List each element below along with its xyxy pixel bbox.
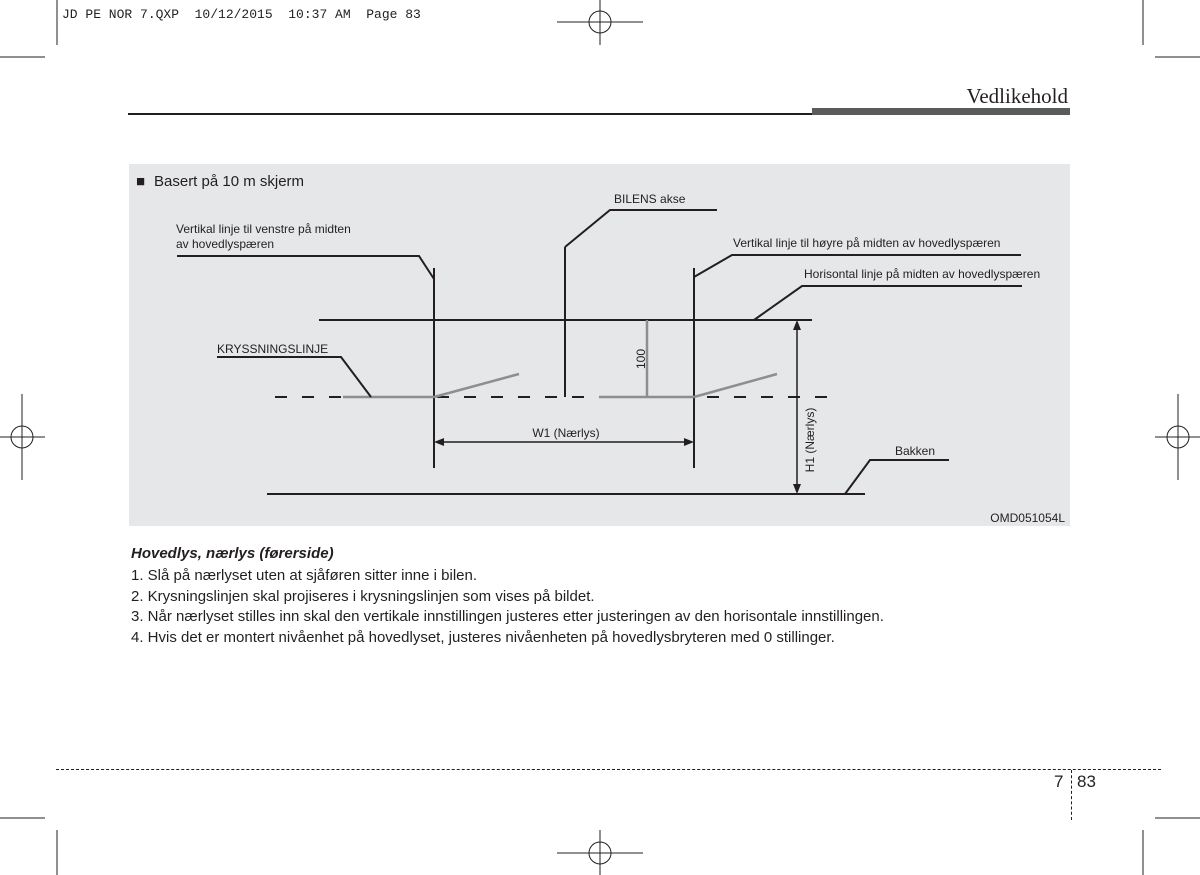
label-left-vertical-2: av hovedlyspæren: [176, 237, 275, 251]
leader-vehicle-axis: [565, 210, 717, 247]
headlight-aiming-diagram: [129, 164, 1070, 526]
diagram-heading-bullet: ■: [136, 173, 146, 190]
figure-code: OMD051054L: [990, 511, 1065, 525]
footer-dashed-divider: [1071, 770, 1072, 820]
chapter-number: 7: [1054, 772, 1064, 791]
step-item: 1. Slå på nærlyset uten at sjåføren sitter inne i bilen.: [131, 567, 478, 584]
step-item: 4. Hvis det er montert nivåenhet på hovedlyset, justeres nivåenheten på hovedlysbryteren med 0 stillinger.: [131, 628, 835, 646]
instructions: [131, 545, 1091, 648]
w1-arrow-right: [684, 438, 694, 446]
registration-mark-top: [557, 0, 643, 45]
registration-mark-right: [1155, 394, 1200, 480]
instructions-title: Hovedlys, nærlys (førerside): [131, 545, 334, 562]
registration-mark-bottom: [557, 830, 643, 875]
leader-cutoff: [217, 357, 371, 397]
page-number: 83: [1077, 772, 1096, 791]
label-w1: W1 (Nærlys): [532, 426, 600, 440]
right-beam-slope: [694, 374, 777, 397]
print-slug: JD PE NOR 7.QXP 10/12/2015 10:37 AM Page 83: [62, 7, 421, 22]
leader-left-vertical: [177, 256, 434, 279]
label-h1: H1 (Nærlys): [803, 407, 817, 473]
step-item: 2. Krysningslinjen skal projiseres i krysningslinjen som vises på bildet.: [131, 587, 595, 605]
label-left-vertical-1: Vertikal linje til venstre på midten: [176, 222, 351, 236]
registration-mark-left: [0, 394, 45, 480]
label-cutoff-line: KRYSSNINGSLINJE: [217, 342, 329, 356]
header-rule: [128, 113, 812, 115]
footer-dashed-rule: [56, 769, 1161, 770]
label-right-vertical: Vertikal linje til høyre på midten av hovedlyspæren: [733, 236, 1001, 250]
label-offset-100: 100: [634, 348, 648, 370]
h1-arrow-top: [793, 320, 801, 330]
h1-arrow-bottom: [793, 484, 801, 494]
leader-horizontal: [754, 286, 1022, 320]
w1-arrow-left: [434, 438, 444, 446]
label-horizontal-line: Horisontal linje på midten av hovedlyspæren: [804, 267, 1041, 281]
leader-ground: [845, 460, 949, 494]
label-vehicle-axis: BILENS akse: [614, 192, 686, 206]
step-item: 3. Når nærlyset stilles inn skal den vertikale innstillingen justeres etter justeringen av den horisontale innstillingen.: [131, 608, 884, 625]
left-beam-slope: [434, 374, 519, 397]
steps-list: [131, 566, 1091, 648]
label-ground: Bakken: [895, 444, 936, 458]
section-title: Vedlikehold: [966, 84, 1068, 108]
header-accent-bar: [812, 108, 1070, 115]
diagram-heading: Basert på 10 m skjerm: [154, 173, 305, 190]
